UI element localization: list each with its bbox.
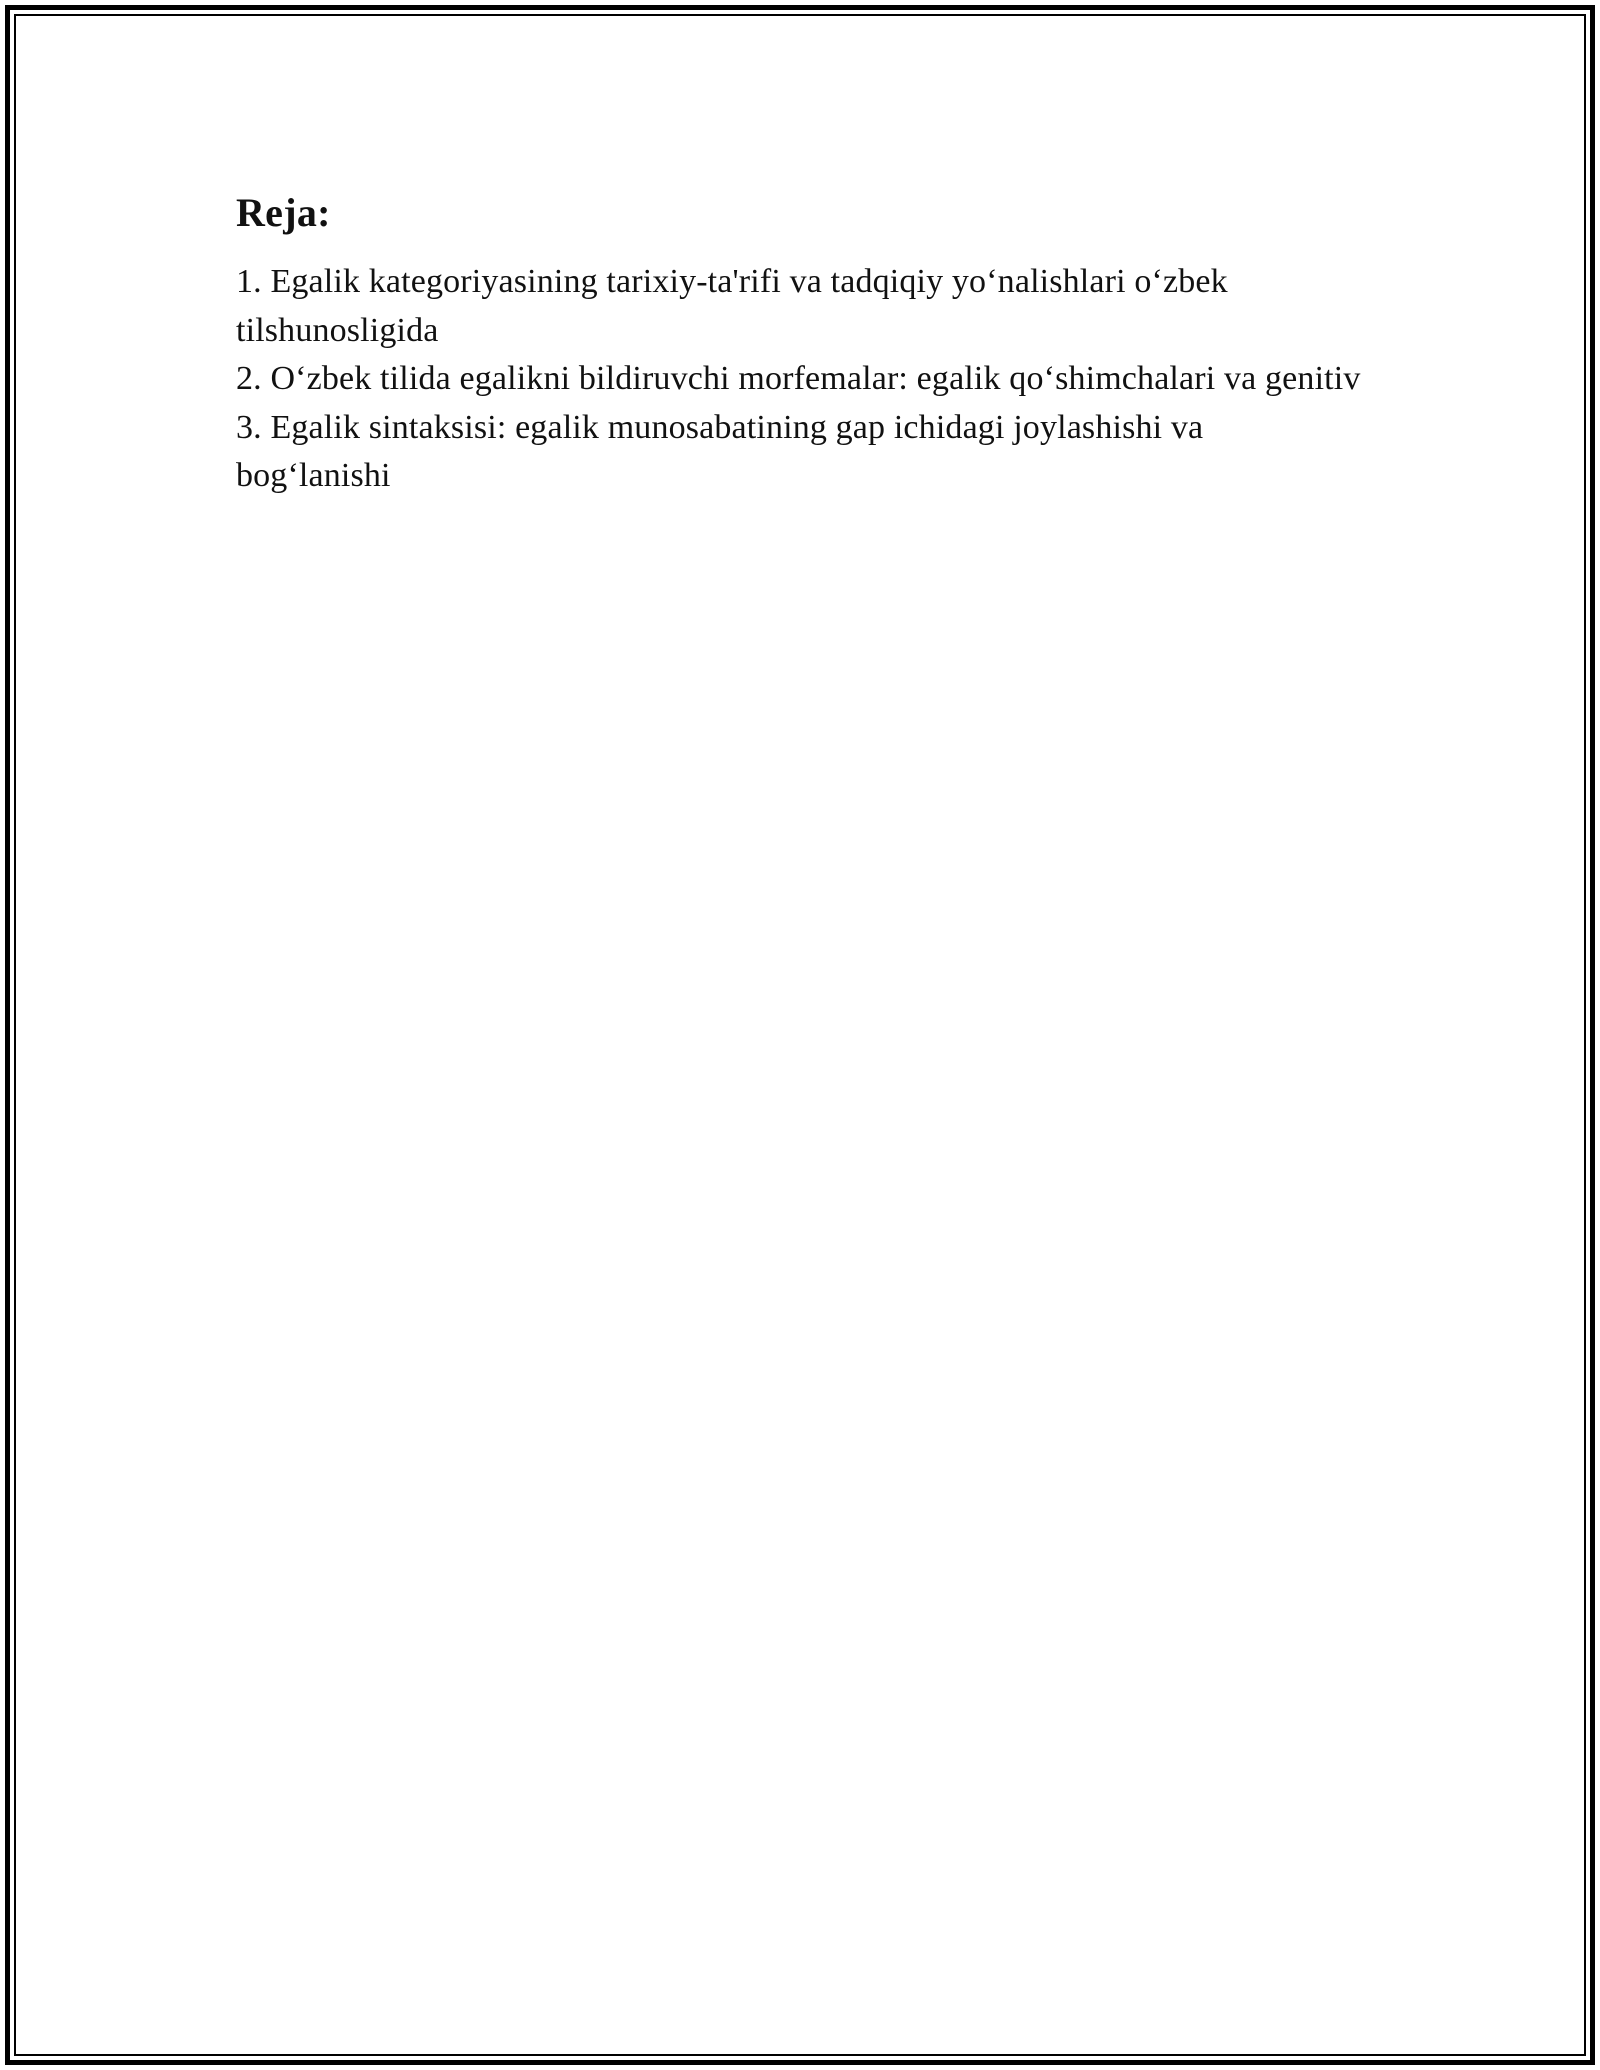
page-content <box>236 186 1366 501</box>
plan-list <box>236 258 1366 501</box>
plan-item-3: 3. Egalik sintaksisi: egalik munosabatining gap ichidagi joylashishi va bog‘lanishi <box>236 408 1204 494</box>
plan-heading: Reja: <box>236 190 331 235</box>
plan-item-2: 2. O‘zbek tilida egalikni bildiruvchi morfemalar: egalik qo‘shimchalari va genitiv <box>236 360 1361 397</box>
plan-item-1: 1. Egalik kategoriyasining tarixiy-ta'rifi va tadqiqiy yo‘nalishlari o‘zbek tilshunosligida <box>236 263 1228 349</box>
